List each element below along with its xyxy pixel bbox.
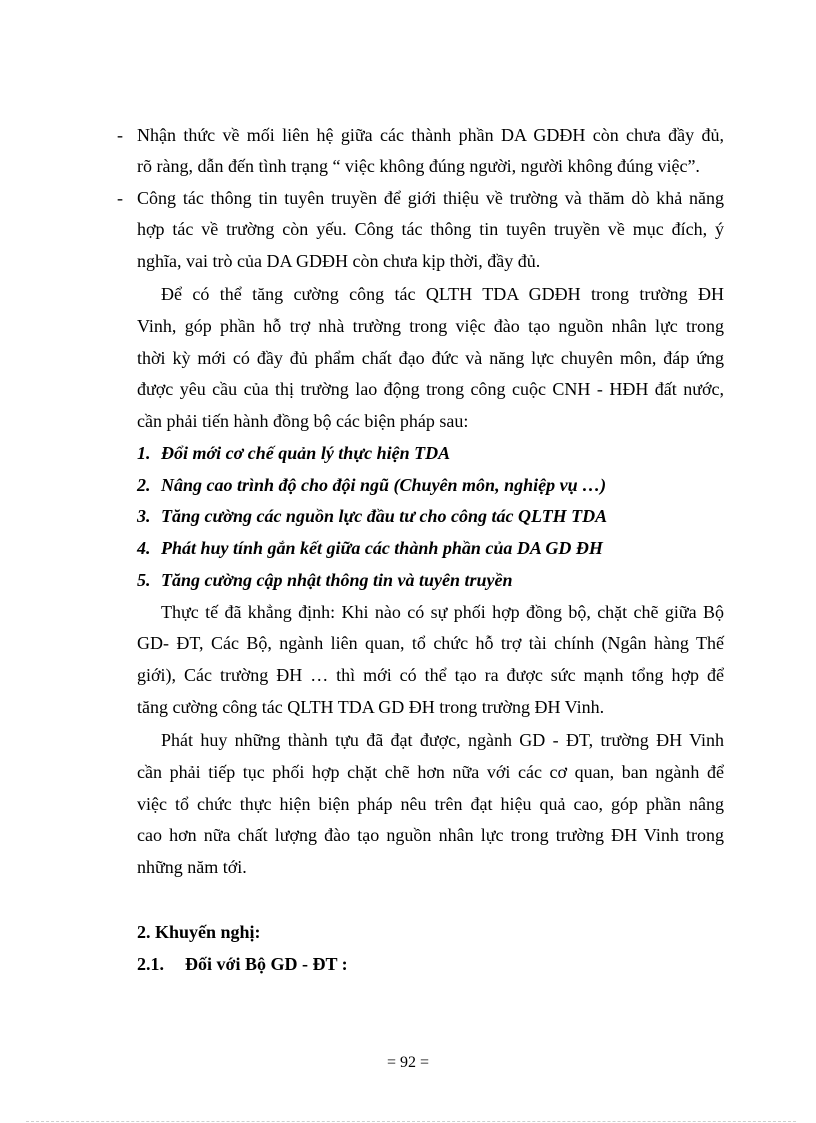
- measure-number: 3.: [137, 506, 151, 526]
- bullet-2-line-2: hợp tác về trường còn yếu. Công tác thông tin tuyên truyền về mục đích, ý: [137, 219, 724, 239]
- subsection-number: 2.1.: [137, 954, 164, 974]
- intro-line-1: Để có thể tăng cường công tác QLTH TDA GDĐH trong trường ĐH: [161, 284, 724, 304]
- measure-item: [137, 569, 513, 591]
- measure-item: [137, 537, 603, 559]
- page-divider: [26, 1121, 796, 1122]
- intro-line-4: được yêu cầu của thị trường lao động trong công cuộc CNH - HĐH đất nước,: [137, 379, 724, 399]
- bullet-1-line-2: rõ ràng, dẫn đến tình trạng “ việc không đúng người, người không đúng việc”.: [137, 156, 700, 176]
- paragraph-2-line-3: giới), Các trường ĐH … thì mới có thể tạo ra được sức mạnh tổng hợp để: [137, 665, 724, 685]
- intro-line-2: Vinh, góp phần hỗ trợ nhà trường trong việc đào tạo nguồn nhân lực trong: [137, 316, 724, 336]
- bullet-2-line-1: Công tác thông tin tuyên truyền để giới thiệu về trường và thăm dò khả năng: [137, 188, 724, 208]
- intro-line-5: cần phải tiến hành đồng bộ các biện pháp sau:: [137, 411, 469, 431]
- measure-number: 4.: [137, 538, 151, 558]
- paragraph-3-line-3: việc tổ chức thực hiện biện pháp nêu trên đạt hiệu quả cao, góp phần nâng: [137, 794, 724, 814]
- bullet-marker: -: [117, 125, 123, 145]
- subsection-title: Đối với Bộ GD - ĐT :: [185, 954, 348, 974]
- paragraph-3-line-2: cần phải tiếp tục phối hợp chặt chẽ hơn nữa với các cơ quan, ban ngành để: [137, 762, 724, 782]
- measure-item: [137, 474, 606, 496]
- bullet-2-line-3: nghĩa, vai trò của DA GDĐH còn chưa kịp thời, đầy đủ.: [137, 251, 541, 271]
- paragraph-2-line-1: Thực tế đã khẳng định: Khi nào có sự phối hợp đồng bộ, chặt chẽ giữa Bộ: [161, 602, 724, 622]
- paragraph-3-line-1: Phát huy những thành tựu đã đạt được, ngành GD - ĐT, trường ĐH Vinh: [161, 730, 724, 750]
- paragraph-2-line-2: GD- ĐT, Các Bộ, ngành liên quan, tổ chức hỗ trợ tài chính (Ngân hàng Thế: [137, 633, 724, 653]
- measure-text: Tăng cường các nguồn lực đầu tư cho công tác QLTH TDA: [161, 506, 608, 526]
- paragraph-3-line-4: cao hơn nữa chất lượng đào tạo nguồn nhân lực trong trường ĐH Vinh trong: [137, 825, 724, 845]
- measure-item: [137, 505, 607, 527]
- paragraph-3-line-5: những năm tới.: [137, 857, 247, 877]
- page-number: = 92 =: [386, 1054, 430, 1071]
- paragraph-2-line-4: tăng cường công tác QLTH TDA GD ĐH trong trường ĐH Vinh.: [137, 697, 605, 717]
- measure-text: Phát huy tính gắn kết giữa các thành phần của DA GD ĐH: [161, 538, 603, 558]
- bullet-marker: -: [117, 188, 123, 208]
- measure-number: 1.: [137, 443, 151, 463]
- measure-item: [137, 442, 450, 464]
- bullet-1-line-1: Nhận thức về mối liên hệ giữa các thành phần DA GDĐH còn chưa đầy đủ,: [137, 125, 724, 145]
- measure-text: Đổi mới cơ chế quản lý thực hiện TDA: [161, 443, 451, 463]
- measure-text: Nâng cao trình độ cho đội ngũ (Chuyên môn, nghiệp vụ …): [161, 475, 607, 495]
- measure-text: Tăng cường cập nhật thông tin và tuyên truyền: [161, 570, 513, 590]
- subsection-heading: [137, 953, 348, 975]
- measure-number: 2.: [137, 475, 151, 495]
- measure-number: 5.: [137, 570, 151, 590]
- intro-line-3: thời kỳ mới có đầy đủ phẩm chất đạo đức và năng lực chuyên môn, đáp ứng: [137, 348, 724, 368]
- section-heading: 2. Khuyến nghị:: [137, 922, 261, 942]
